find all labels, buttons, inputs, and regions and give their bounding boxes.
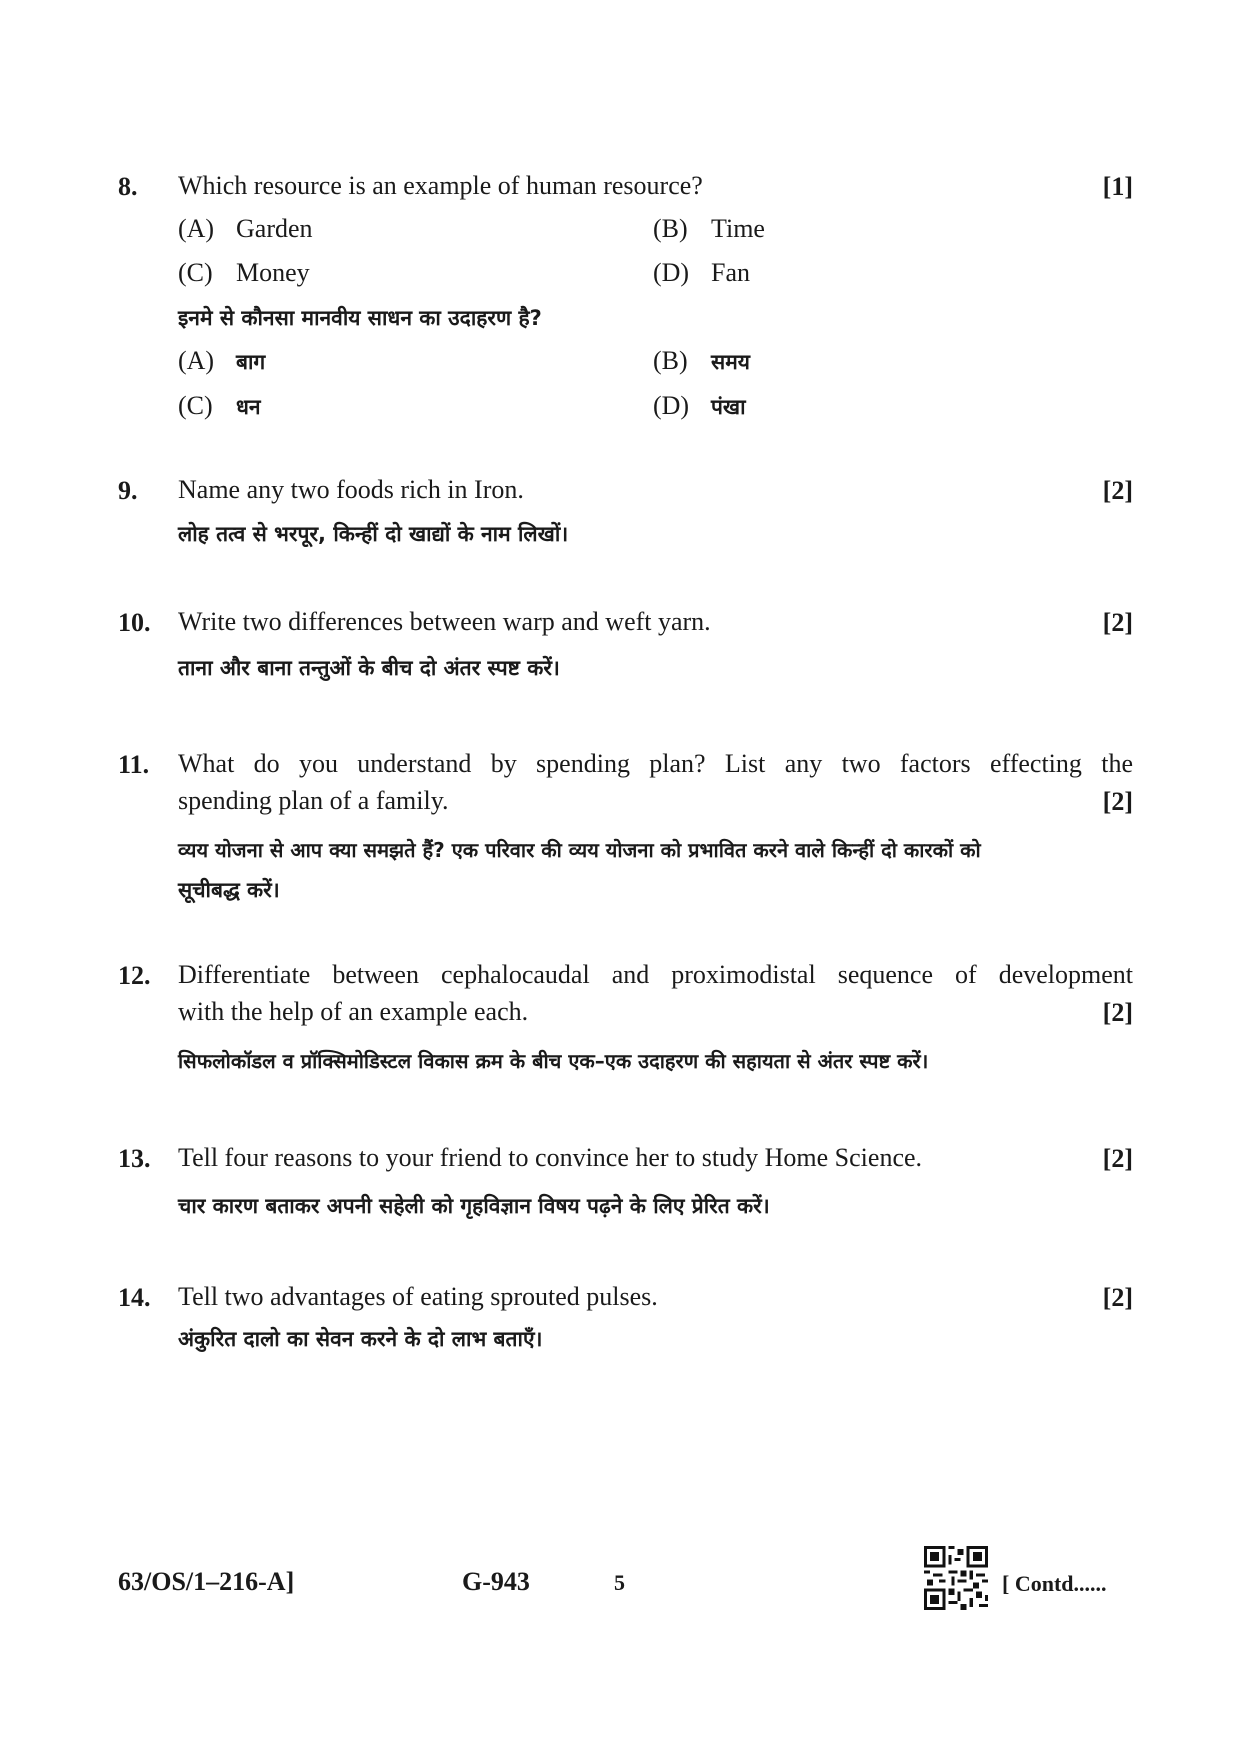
hindi-option-b: (B) समय xyxy=(653,346,750,375)
question-text: Which resource is an example of human resource? xyxy=(178,171,703,200)
question-text: Tell four reasons to your friend to convince her to study Home Science. xyxy=(178,1143,923,1172)
question-text-line1: Differentiate between cephalocaudal and proximodistal sequence of development xyxy=(178,960,1133,989)
question-hindi-text: इनमे से कौनसा मानवीय साधन का उदाहरण है? xyxy=(178,306,542,330)
option-a: (A) Garden xyxy=(178,214,313,243)
option-b: (B) Time xyxy=(653,214,765,243)
question-number: 12. xyxy=(118,961,151,990)
question-marks: [2] xyxy=(1102,787,1133,816)
question-marks: [1] xyxy=(1102,172,1133,201)
hindi-option-c: (C) धन xyxy=(178,391,261,420)
question-hindi-text: चार कारण बताकर अपनी सहेली को गृहविज्ञान विषय पढ़ने के लिए प्रेरित करें। xyxy=(178,1194,770,1218)
question-marks: [2] xyxy=(1102,608,1133,637)
hindi-option-a: (A) बाग xyxy=(178,346,266,375)
footer-page-number: 5 xyxy=(614,1570,625,1595)
question-hindi-text: ताना और बाना तन्तुओं के बीच दो अंतर स्पष्ट करें। xyxy=(178,656,560,680)
footer-series: G-943 xyxy=(462,1567,530,1596)
question-text: Name any two foods rich in Iron. xyxy=(178,475,524,504)
question-marks: [2] xyxy=(1102,476,1133,505)
continued-label: [ Contd...... xyxy=(1002,1571,1107,1596)
question-number: 14. xyxy=(118,1283,151,1312)
question-number: 10. xyxy=(118,608,151,637)
qr-code-icon xyxy=(924,1546,988,1610)
question-hindi-line1: व्यय योजना से आप क्या समझते हैं? एक परिवार की व्यय योजना को प्रभावित करने वाले किन्हीं दो कारकों को xyxy=(178,838,981,862)
hindi-option-d: (D) पंखा xyxy=(653,391,746,420)
footer-code: 63/OS/1–216-A] xyxy=(118,1567,295,1596)
question-number: 8. xyxy=(118,172,138,201)
question-marks: [2] xyxy=(1102,1144,1133,1173)
question-text-line1: What do you understand by spending plan? List any two factors effecting the xyxy=(178,749,1133,778)
question-text-line2: with the help of an example each. xyxy=(178,997,529,1026)
question-number: 13. xyxy=(118,1144,151,1173)
question-hindi-text: अंकुरित दालो का सेवन करने के दो लाभ बताएँ। xyxy=(178,1327,543,1351)
question-hindi-text: लोह तत्व से भरपूर, किन्हीं दो खाद्यों के नाम लिखों। xyxy=(178,522,569,546)
option-c: (C) Money xyxy=(178,258,310,287)
question-number: 11. xyxy=(118,750,150,779)
option-d: (D) Fan xyxy=(653,258,750,287)
question-text-line2: spending plan of a family. xyxy=(178,786,449,815)
question-number: 9. xyxy=(118,476,138,505)
question-hindi-line2: सूचीबद्ध करें। xyxy=(178,878,280,902)
question-marks: [2] xyxy=(1102,1283,1133,1312)
question-marks: [2] xyxy=(1102,998,1133,1027)
question-hindi-text: सिफलोकॉडल व प्रॉक्सिमोडिस्टल विकास क्रम के बीच एक–एक उदाहरण की सहायता से अंतर स्पष्ट करें। xyxy=(178,1049,929,1073)
question-text: Tell two advantages of eating sprouted pulses. xyxy=(178,1282,658,1311)
question-text: Write two differences between warp and weft yarn. xyxy=(178,607,711,636)
